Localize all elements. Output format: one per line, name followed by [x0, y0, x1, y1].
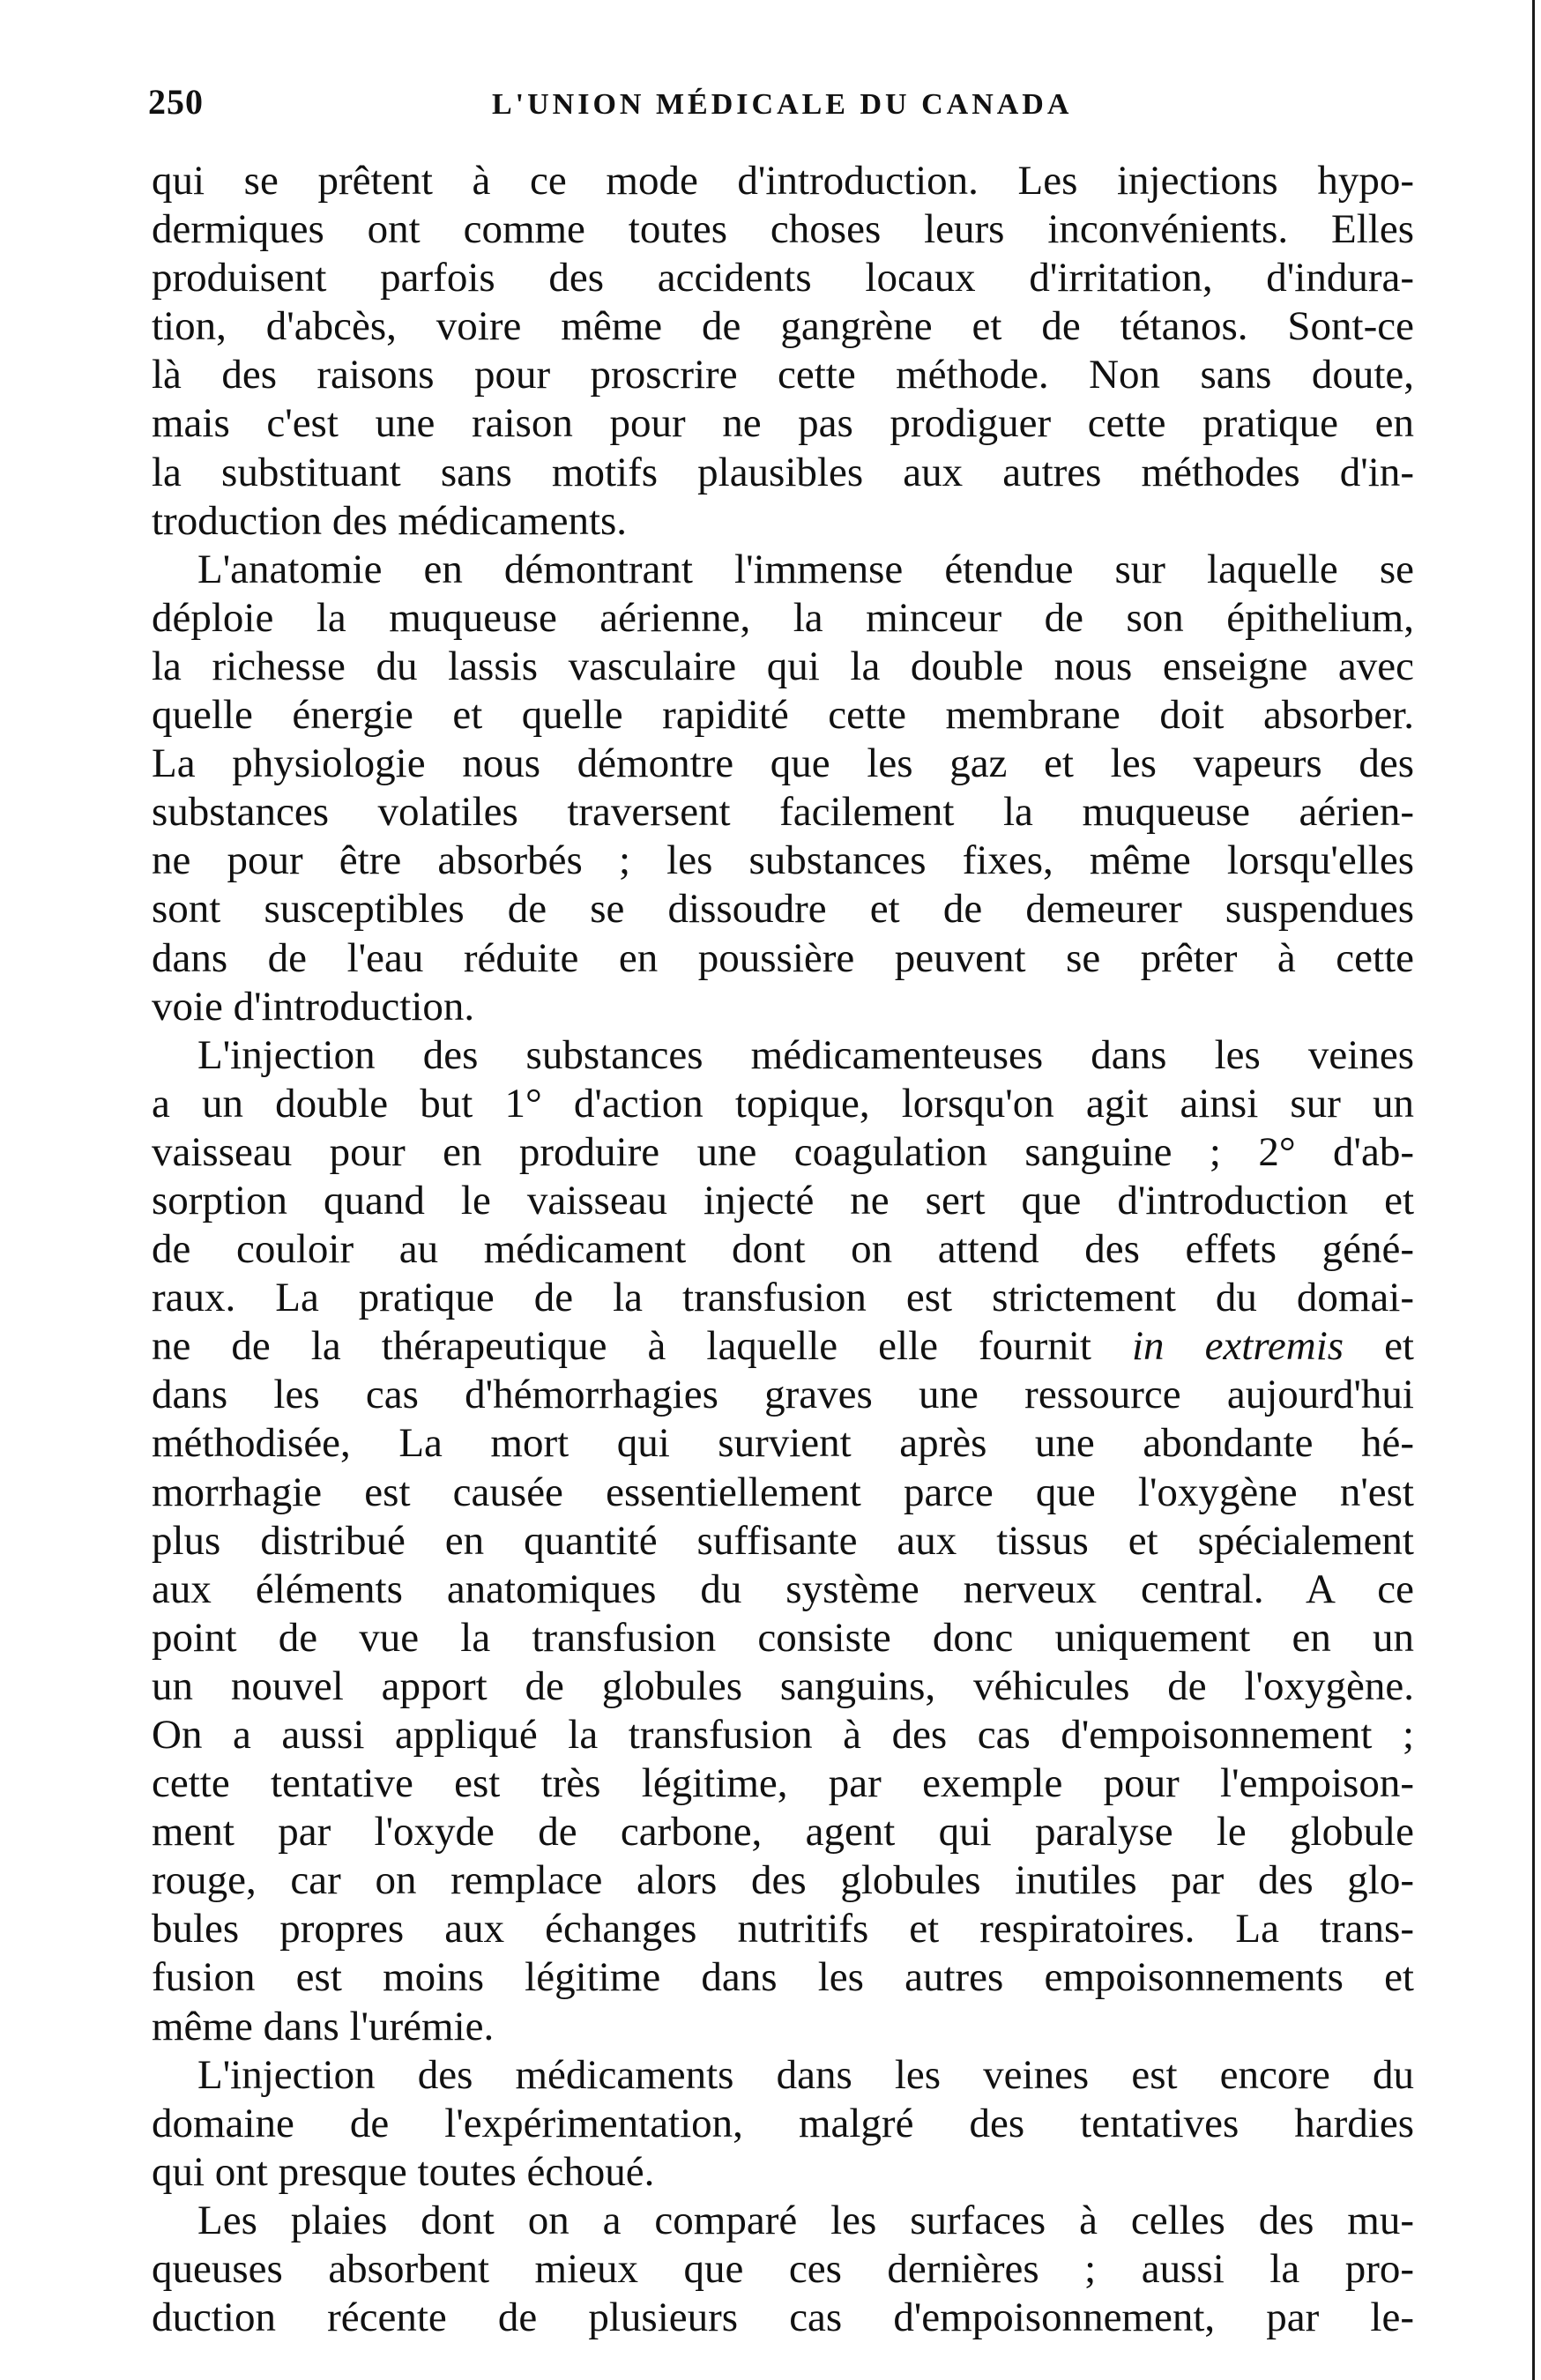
text-line: ne pour être absorbés ; les substances fixes, même lorsqu'elles — [152, 837, 1414, 884]
text-line: point de vue la transfusion consiste donc uniquement en un — [152, 1614, 1414, 1661]
running-title: L'UNION MÉDICALE DU CANADA — [492, 88, 1073, 121]
paragraph — [152, 2197, 1414, 2342]
text-line: ne de la thérapeutique à laquelle elle fournit in extremis et — [152, 1323, 1414, 1370]
text-line: substances volatiles traversent facilement la muqueuse aérien- — [152, 789, 1414, 836]
text-line: domaine de l'expérimentation, malgré des tentatives hardies — [152, 2100, 1414, 2146]
page-number: 250 — [148, 82, 204, 122]
text-line: bules propres aux échanges nutritifs et respiratoires. La trans- — [152, 1906, 1414, 1952]
text-line: dermiques ont comme toutes choses leurs inconvénients. Elles — [152, 206, 1414, 253]
page-edge-rule — [1532, 0, 1535, 2380]
text-line: produisent parfois des accidents locaux d'irritation, d'indura- — [152, 255, 1414, 301]
text-line: même dans l'urémie. — [152, 2003, 495, 2049]
text-line: a un double but 1° d'action topique, lorsqu'on agit ainsi sur un — [152, 1080, 1414, 1127]
text-line: tion, d'abcès, voire même de gangrène et de tétanos. Sont-ce — [152, 303, 1414, 350]
text-line: sont susceptibles de se dissoudre et de demeurer suspendues — [152, 886, 1414, 933]
text-line: là des raisons pour proscrire cette méthode. Non sans doute, — [152, 352, 1414, 398]
text-line: dans de l'eau réduite en poussière peuvent se prêter à cette — [152, 934, 1414, 981]
body-text — [152, 157, 1414, 2342]
page-header — [148, 81, 1435, 134]
text-line: L'injection des substances médicamenteuses dans les veines — [197, 1031, 1414, 1078]
text-line: fusion est moins légitime dans les autres empoisonnements et — [152, 1954, 1414, 2001]
text-line: raux. La pratique de la transfusion est strictement du domai- — [152, 1275, 1414, 1321]
text-line: duction récente de plusieurs cas d'empoisonnement, par le- — [152, 2294, 1414, 2341]
text-line: ment par l'oxyde de carbone, agent qui paralyse le globule — [152, 1809, 1414, 1856]
text-line: la richesse du lassis vasculaire qui la double nous enseigne avec — [152, 643, 1414, 689]
text-line: L'anatomie en démontrant l'immense étendue sur laquelle se — [197, 546, 1414, 592]
paragraph — [152, 157, 1414, 546]
text-line: de couloir au médicament dont on attend des effets géné- — [152, 1226, 1414, 1273]
text-line: méthodisée, La mort qui survient après une abondante hé- — [152, 1420, 1414, 1467]
text-line: aux éléments anatomiques du système nerveux central. A ce — [152, 1566, 1414, 1612]
italic-phrase: in extremis — [1131, 1323, 1344, 1370]
text-line: mais c'est une raison pour ne pas prodiguer cette pratique en — [152, 400, 1414, 447]
text-line: queuses absorbent mieux que ces dernières ; aussi la pro- — [152, 2246, 1414, 2293]
text-line: L'injection des médicaments dans les veines est encore du — [197, 2051, 1414, 2098]
text-line: vaisseau pour en produire une coagulation sanguine ; 2° d'ab- — [152, 1128, 1414, 1175]
paragraph — [152, 546, 1414, 1031]
text-line: qui se prêtent à ce mode d'introduction. Les injections hypo- — [152, 158, 1414, 204]
paragraph — [152, 2051, 1414, 2197]
text-line: cette tentative est très légitime, par exemple pour l'empoison- — [152, 1760, 1414, 1807]
text-line: un nouvel apport de globules sanguins, véhicules de l'oxygène. — [152, 1662, 1414, 1709]
text-line: La physiologie nous démontre que les gaz et les vapeurs des — [152, 740, 1414, 787]
text-line: plus distribué en quantité suffisante aux tissus et spécialement — [152, 1517, 1414, 1564]
text-line: sorption quand le vaisseau injecté ne sert que d'introduction et — [152, 1177, 1414, 1223]
text-line: rouge, car on remplace alors des globules inutiles par des glo- — [152, 1857, 1414, 1904]
text-line: Les plaies dont on a comparé les surfaces à celles des mu- — [197, 2197, 1414, 2243]
text-line: voie d'introduction. — [152, 983, 475, 1030]
text-line: troduction des médicaments. — [152, 497, 628, 544]
text-line: qui ont presque toutes échoué. — [152, 2148, 655, 2195]
text-line: déploie la muqueuse aérienne, la minceur de son épithelium, — [152, 594, 1414, 641]
paragraph — [152, 1031, 1414, 2051]
text-line: quelle énergie et quelle rapidité cette membrane doit absorber. — [152, 692, 1414, 739]
text-line: la substituant sans motifs plausibles aux autres méthodes d'in- — [152, 449, 1414, 495]
text-line: dans les cas d'hémorrhagies graves une ressource aujourd'hui — [152, 1372, 1414, 1418]
text-line: morrhagie est causée essentiellement parce que l'oxygène n'est — [152, 1469, 1414, 1515]
text-line: On a aussi appliqué la transfusion à des cas d'empoisonnement ; — [152, 1712, 1414, 1758]
